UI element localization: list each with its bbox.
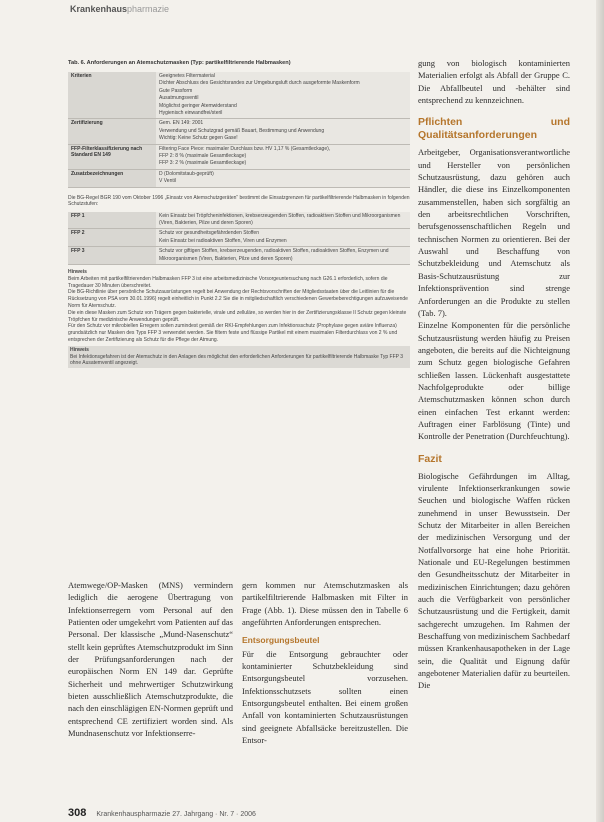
notes-band-text: Bei Infektionsgefahren ist der Atemschutz in den Anlagen des möglichst den erforderlichen Anforderungen für partikelfiltrierende Halbmaske Typ FFP 3 ohne Ausatemventil angezeigt. [70,353,404,367]
column-1 [68,579,233,739]
col3-paragraph-2: Arbeitgeber, Organisationsverantwortliche und Hersteller von persönlichen Schutzausrüstung, dazu gehören auch Händler, die diese ins Einzelkomponenten zusammenstellen, haben sich sorgfältig an den arbeitsrechtlichen Vorschriften, berufsgenossenschaftlichen Regeln und technischen Normen zu orientieren. Bei der Auswahl und Beschaffung von Schutzbekleidung und Atemschutz als Basis-Schutzausrüstung zur Infektionsprävention sind strenge Anforderungen an die Produkte zu stellen (Tab. 7). [418,147,570,318]
row-line: FFP 2: 8 % (maximale Gesamtleckage) [159,153,247,160]
row-label: FFP-Filterklassifizierung nach Standard EN 149 [68,144,156,169]
note-4: Für den Schutz vor mikrobiellen Erregern sollen zumindest gemäß der RKI-Empfehlungen zum Infektionsschutz (Prophylaxe gegen aviäre Influenza) grundsätzlich nur Masken des Typs FFP 3 verwendet werden. Sie filtern feste und flüssige Partikel mit einem maximalen Filterdurchlass von 2 % und entsprechen der Zertifizierung als Schutz für die Pflege der Atmung. [68,323,398,343]
notes-band-label: Hinweis [70,346,89,353]
table-intro: Die BG-Regel BGR 190 vom Oktober 1996 „Einsatz von Atemschutzgeräten“ bestimmt die Einsatzgrenzen für partikelfiltrierende Halbmasken in folgenden Schutzstufen: [68,194,410,208]
notes-label: Hinweis [68,268,87,275]
row-value [156,169,410,187]
row-line: Filtering Face Piece: maximaler Durchlass bzw. HV 1,17 % (Gesamtleckage), [159,145,331,152]
row-value [156,72,410,119]
row-line: Schutz vor gesundheitsgefährdenden Stoffen [159,230,259,237]
row-label: Kriterien [68,72,156,119]
notes-band [68,346,410,368]
header-part2: pharmazie [127,4,170,14]
table-row [68,72,410,119]
header-part1: Krankenhaus [70,4,128,14]
column-3 [418,57,570,692]
table-row [68,247,410,265]
running-header [70,4,169,14]
row-value [156,212,410,229]
col2-heading: Entsorgungsbeutel [242,635,320,646]
row-label: Zertifizierung [68,119,156,144]
footer-text: Krankenhauspharmazie 27. Jahrgang · Nr. 7 · 2006 [96,811,256,818]
col3-paragraph-3: Einzelne Komponenten für die persönliche Schutzausrüstung werden häufig zu Preisen angeboten, die bereits auf die Nichteignung zum Schutz gegen biologische Gefahren schließen lassen. Lückenhaft ausgestattete Nachfolgeprodukte oder billige Atemschutzmasken können schon durch einen einfachen Test erkannt werden: Auftragen einer Farblösung (Tinte) und Kontrolle der Penetration (Durchfeuchtung). [418,320,570,442]
row-line: Wichtig: Keine Schutz gegen Gase! [159,135,238,142]
row-line: Schutz vor giftigen Stoffen, krebserzeugenden, radioaktiven Stoffen, radioaktiven Stoffen, Enzymen und Mikroorganismen (Viren, Bakterien, Pilze und deren Sporen) [159,248,389,262]
ffp-table [68,212,410,265]
row-line: D (Dolomitstaub-geprüft) [159,170,214,177]
row-line: Gem. EN 149: 2001 [159,120,204,127]
table-row [68,169,410,187]
row-line: Ausatmungsventil [159,95,199,102]
row-value [156,144,410,169]
note-1: Beim Arbeiten mit partikelfiltrierenden Halbmasken FFP 3 ist eine arbeitsmedizinische Vorsorgeuntersuchung nach G26.1 erforderlich, sofern die Tragedauer 30 Minuten überschreitet. [68,275,388,289]
row-line: Verwendung und Schutzgrad gemäß Bauart, Bestimmung und Anwendung [159,127,325,134]
col2-paragraph-1: gern kommen nur Atemschutzmasken als partikelfiltrierende Halbmasken mit Filter in Frage (Abb. 1). Diese müssen den in Tabelle 6 angeführten Anforderungen entsprechen. [242,580,408,628]
page-number: 308 [68,807,87,819]
row-label: Zusatzbezeichnungen [68,169,156,187]
col2-paragraph-2: Für die Entsorgung gebrauchter oder kontaminierter Schutzbekleidung sind Entsorgungsbeutel vorzusehen. Infektionsschutzsets sollten einen Entsorgungsbeutel enthalten. Bei einem großen Anfall von kontaminierten Schutzausrüstungen sind geeignete Abfallsäcke bereitzustellen. Die Entsor- [242,648,408,746]
row-line: Geeignetes Filtermaterial [159,73,215,79]
row-label: FFP 2 [68,229,156,247]
row-line: Möglichst geringer Atemwiderstand [159,102,237,109]
col3-heading: Pflichten und Qualitätsanforderungen [418,116,570,142]
row-value [156,247,410,265]
table-6 [68,60,410,564]
requirements-table [68,72,410,188]
row-line: FFP 3: 2 % (maximale Gesamtleckage) [159,160,247,167]
table-row [68,229,410,247]
row-line: Gute Passform [159,87,193,94]
page-footer [68,807,256,819]
col1-paragraph: Atemwege/OP-Masken (MNS) vermindern lediglich die aerogene Übertragung von Infektionserregern vom Personal auf den Patienten oder umgekehrt vom Patienten auf das Personal. Der klassische „Mund-Nasenschutz“ stellt kein geprüftes Atemschutzprodukt im Sinn der Prüfungsanforderungen nach der europäischen Norm EN 149 dar. Geprüfte Sicherheit und mehrwertiger Schutzwirkung bieten ausschließlich Atemschutzprodukte, die nach den einschlägigen EN-Normen geprüft und entsprechend CE zertifiziert worden sind. Als Mundnasenschutz vor Infektionserre- [68,580,233,739]
col3-paragraph-4: Biologische Gefährdungen im Alltag, virulente Infektionserkrankungen sowie Seuchen und biologische Waffen rücken zunehmend in unser Bewusstsein. Der Schutz der Mitarbeiter in allen Bereichen der medizinischen Versorgung und der Notfallvorsorge hat eine hohe Priorität. Nationale und EU-Regelungen bestimmen den Gesundheitsschutz der Mitarbeiter in medizinischen Einrichtungen; dazu gehören auch die Verfügbarkeit von persönlicher Schutzausrüstung und die Fertigkeit, damit sachgerecht umzugehen. Im Rahmen der Beschaffung von medizinischem Sachbedarf müssen Krankenhausapotheken in der Lage sein, die Qualität und Eignung dafür angebotener Materialien dafür zu beurteilen. Die [418,470,570,691]
table-notes [68,269,410,368]
row-line: V Ventil [159,178,176,185]
row-label: FFP 1 [68,212,156,229]
row-value [156,229,410,247]
row-line: Kein Einsatz bei radioaktiven Stoffen, Viren und Enzymen [159,237,287,244]
row-line: Dichter Abschluss des Gesichtsrandes zur Umgebungsluft durch ausgeformte Maskenform [159,80,360,87]
col3-heading-fazit: Fazit [418,452,442,465]
table-row [68,119,410,144]
table-title: Tab. 6. Anforderungen an Atemschutzmasken (Typ: partikelfiltrierende Halbmasken) [68,60,291,66]
row-value [156,119,410,144]
col3-paragraph-1: gung von biologisch kontaminierten Materialien erfolgt als Abfall der Gruppe C. Die Abfallbeutel und -behälter sind entsprechend zu kennzeichnen. [418,58,570,106]
table-row [68,212,410,229]
column-2 [242,579,408,746]
row-label: FFP 3 [68,247,156,265]
note-3: Die ein diese Masken zum Schutz von Trägern gegen bakterielle, virale und zelluläre, so werden hier in der Zertifizierungsklasse II Schutz gegen kleinste Tröpfchen für medizinische Anwendungen geprüft. [68,309,407,323]
table-row [68,144,410,169]
note-2: Die BG-Richtlinie über persönliche Schutzausrüstungen regelt bei Anwendung der Rechtsvorschriften der Mitgliedsstaaten über die Leitlinien für die Rücksetzung von PSA vom 30.01.1996) regelt einheitlich in Punkt 2.2 Sie die in mitgliedschaftlich verschiedenen Gewerbeberechtigungen aufzuweisende Norm für Atemschutz. [68,289,408,309]
row-line: Kein Einsatz bei Tröpfcheninfektionen, krebserzeugenden Stoffen, radioaktiven Stoffen und Mikroorganismen (Viren, Bakterien, Pilze und deren Sporen) [159,212,401,226]
row-line: Hygienisch einwandfrei/steril [159,110,223,117]
scan-edge [596,0,604,822]
